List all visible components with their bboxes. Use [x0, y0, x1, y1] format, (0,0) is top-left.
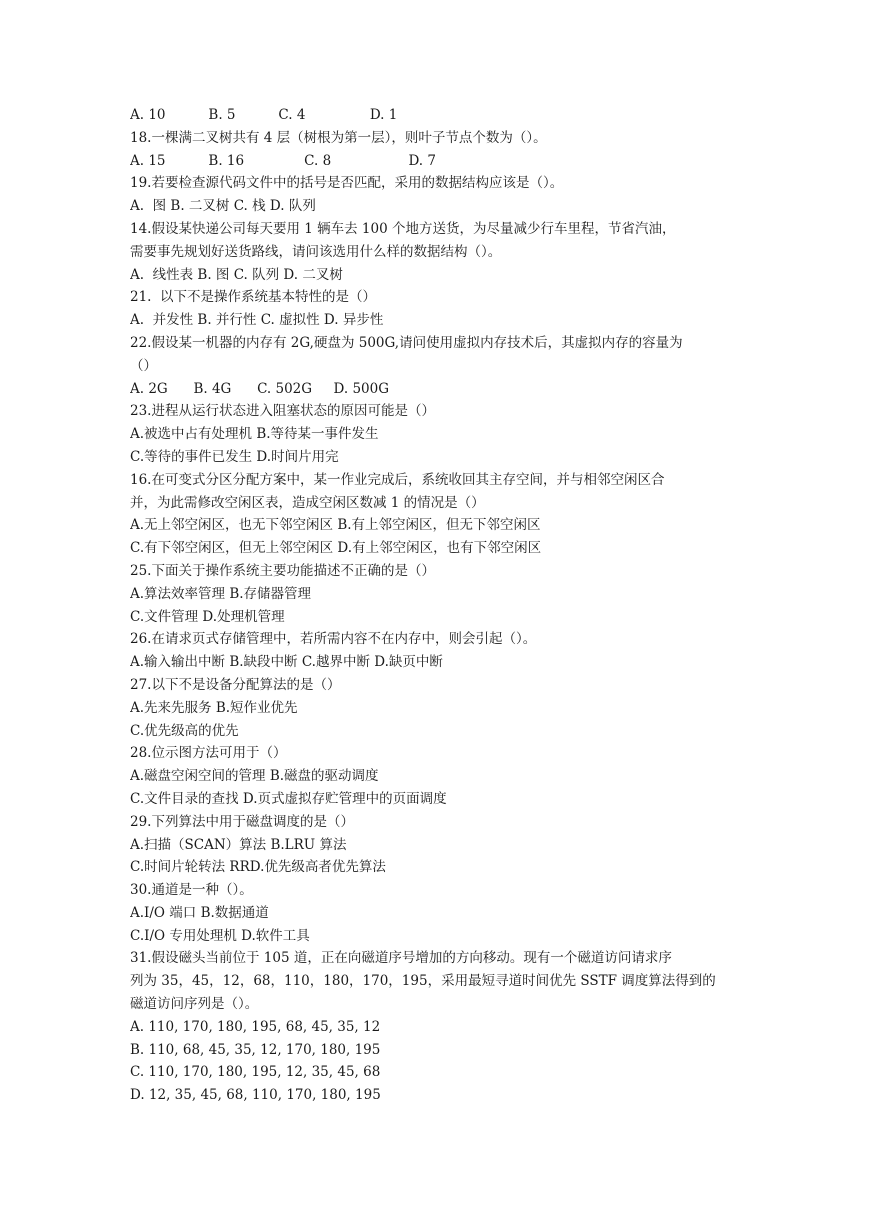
text-line: B. 110, 68, 45, 35, 12, 170, 180, 195 [130, 1041, 381, 1058]
text-line: A.算法效率管理 B.存储器管理 [130, 585, 312, 602]
text-line: A.被选中占有处理机 B.等待某一事件发生 [130, 426, 379, 443]
question-line: 14.假设某快递公司每天要用 1 辆车去 100 个地方送货，为尽量减少行车里程，节省汽油， [130, 220, 676, 237]
text-line: A. 15 B. 16 C. 8 D. 7 [130, 152, 436, 169]
text-line: A.磁盘空闲空间的管理 B.磁盘的驱动调度 [130, 768, 379, 785]
text-line: A. 110, 170, 180, 195, 68, 45, 35, 12 [130, 1018, 381, 1035]
question-line: 23.进程从运行状态进入阻塞状态的原因可能是（） [130, 403, 435, 420]
text-line: A.输入输出中断 B.缺段中断 C.越界中断 D.缺页中断 [130, 654, 443, 671]
question-line: 27.以下不是设备分配算法的是（） [130, 676, 341, 693]
text-line: 磁道访问序列是（）。 [130, 996, 259, 1013]
question-line: 18.一棵满二叉树共有 4 层（树根为第一层），则叶子节点个数为（）。 [130, 129, 547, 146]
text-line: A. 10 B. 5 C. 4 D. 1 [130, 107, 398, 123]
text-line: A. 线性表 B. 图 C. 队列 D. 二叉树 [130, 266, 343, 283]
question-line: 16.在可变式分区分配方案中，某一作业完成后，系统收回其主存空间，并与相邻空闲区合 [130, 471, 665, 488]
question-line: 28.位示图方法可用于（） [130, 745, 287, 762]
text-line: C.时间片轮转法 RRD.优先级高者优先算法 [130, 859, 386, 876]
text-line: C.优先级高的优先 [130, 722, 239, 739]
text-line: C.文件目录的查找 D.页式虚拟存贮管理中的页面调度 [130, 790, 447, 807]
text-line: A. 图 B. 二叉树 C. 栈 D. 队列 [130, 198, 316, 215]
text-line: A. 并发性 B. 并行性 C. 虚拟性 D. 异步性 [130, 312, 384, 329]
text-line: C.等待的事件已发生 D.时间片用完 [130, 448, 339, 465]
question-line: 25.下面关于操作系统主要功能描述不正确的是（） [130, 562, 435, 579]
question-line: 19.若要检查源代码文件中的括号是否匹配，采用的数据结构应该是（）。 [130, 175, 564, 192]
text-line: 需要事先规划好送货路线，请问该选用什么样的数据结构（）。 [130, 243, 502, 260]
text-line: D. 12, 35, 45, 68, 110, 170, 180, 195 [130, 1087, 381, 1104]
text-line: A.I/O 端口 B.数据通道 [130, 904, 269, 921]
text-line: A.扫描（SCAN）算法 B.LRU 算法 [130, 836, 347, 853]
question-line: 30.通道是一种（）。 [130, 882, 253, 899]
text-line: C. 110, 170, 180, 195, 12, 35, 45, 68 [130, 1064, 381, 1081]
text-line: A.先来先服务 B.短作业优先 [130, 699, 298, 716]
text-line: C.I/O 专用处理机 D.软件工具 [130, 927, 310, 944]
text-line: （） [130, 357, 157, 374]
question-line: 21. 以下不是操作系统基本特性的是（） [130, 289, 377, 306]
text-line: 列为 35，45，12，68，110，180，170，195，采用最短寻道时间优先 SSTF 调度算法得到的 [130, 973, 716, 990]
text-line: C.文件管理 D.处理机管理 [130, 608, 285, 625]
text-line: A.无上邻空闲区，也无下邻空闲区 B.有上邻空闲区，但无下邻空闲区 [130, 517, 541, 534]
document-page [130, 104, 742, 1107]
question-line: 26.在请求页式存储管理中，若所需内容不在内存中，则会引起（）。 [130, 631, 537, 648]
text-line: A. 2G B. 4G C. 502G D. 500G [130, 380, 389, 397]
text-line: C.有下邻空闲区，但无上邻空闲区 D.有上邻空闲区，也有下邻空闲区 [130, 540, 542, 557]
text-line: 并，为此需修改空闲区表，造成空闲区数减 1 的情况是（） [130, 494, 485, 511]
question-line: 22.假设某一机器的内存有 2G,硬盘为 500G,请问使用虚拟内存技术后，其虚拟内存的容量为 [130, 334, 683, 351]
question-line: 31.假设磁头当前位于 105 道，正在向磁道序号增加的方向移动。现有一个磁道访问请求序 [130, 950, 672, 967]
question-line: 29.下列算法中用于磁盘调度的是（） [130, 813, 354, 830]
